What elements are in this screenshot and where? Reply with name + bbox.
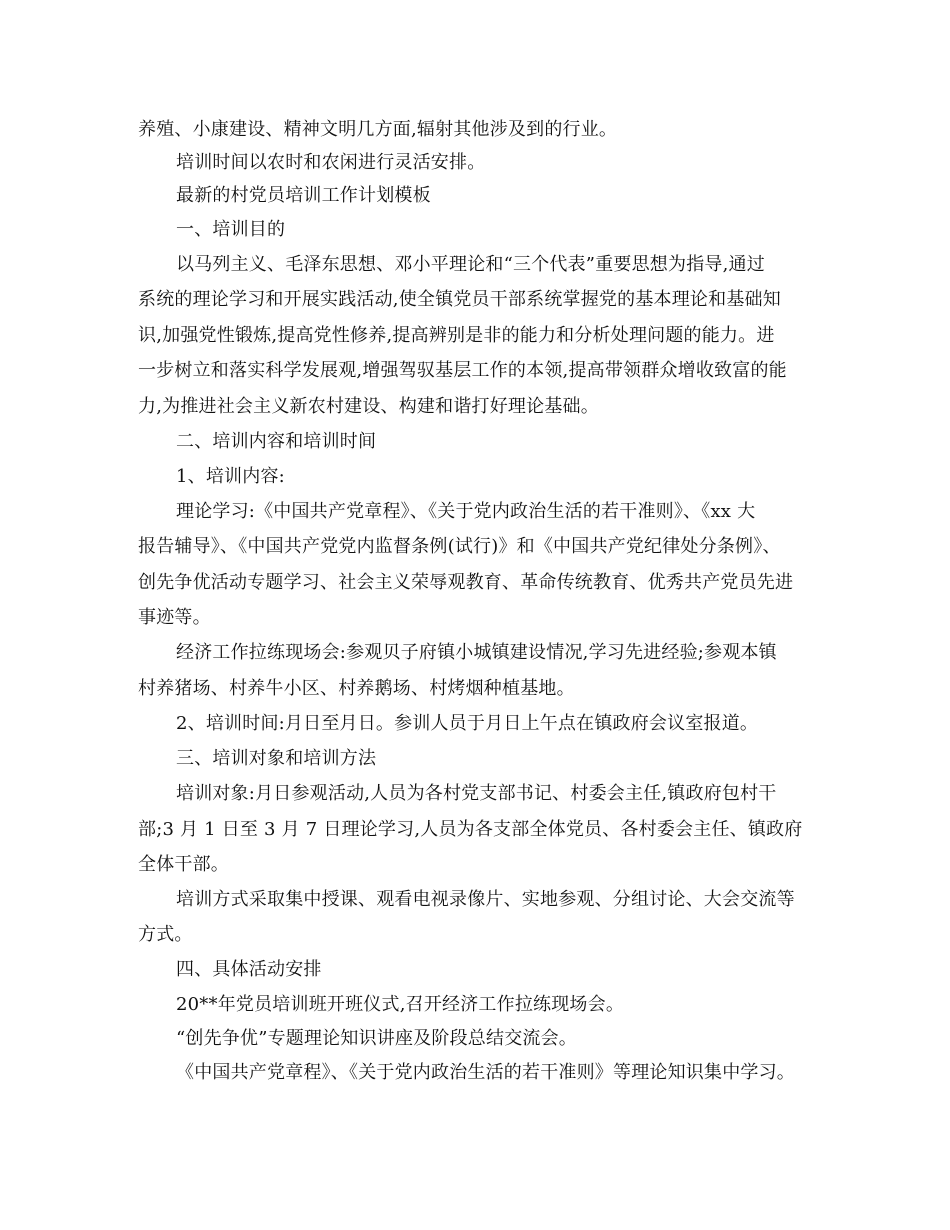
text-line: 以马列主义、毛泽东思想、邓小平理论和“三个代表”重要思想为指导,通过 xyxy=(176,254,765,275)
text-line: 力,为推进社会主义新农村建设、构建和谐打好理论基础。 xyxy=(138,396,599,417)
text-line: 事迹等。 xyxy=(138,607,211,628)
text-line: 培训对象:月日参观活动,人员为各村党支部书记、村委会主任,镇政府包村干 xyxy=(176,783,777,804)
text-line: 识,加强党性锻炼,提高党性修养,提高辨别是非的能力和分析处理问题的能力。进 xyxy=(138,325,775,346)
section-heading: 二、培训内容和培训时间 xyxy=(176,431,377,452)
text-line: 一步树立和落实科学发展观,增强驾驭基层工作的本领,提高带领群众增收致富的能 xyxy=(138,360,787,381)
text-line: 《中国共产党章程》、《关于党内政治生活的若干准则》等理论知识集中学习。 xyxy=(176,1062,795,1083)
text-line: 培训时间以农时和农闲进行灵活安排。 xyxy=(176,152,486,173)
text-line: 系统的理论学习和开展实践活动,使全镇党员干部系统掌握党的基本理论和基础知 xyxy=(138,289,781,310)
section-heading: 四、具体活动安排 xyxy=(176,959,322,980)
text-line: 20**年党员培训班开班仪式,召开经济工作拉练现场会。 xyxy=(176,994,625,1015)
text-line: 2、培训时间:月日至月日。参训人员于月日上午点在镇政府会议室报道。 xyxy=(176,713,759,734)
text-line: “创先争优”专题理论知识讲座及阶段总结交流会。 xyxy=(176,1028,578,1049)
text-line: 理论学习:《中国共产党章程》、《关于党内政治生活的若干准则》、《xx 大 xyxy=(176,501,756,522)
text-line: 创先争优活动专题学习、社会主义荣辱观教育、革命传统教育、优秀共产党员先进 xyxy=(138,572,794,593)
text-line: 全体干部。 xyxy=(138,854,229,875)
subsection-heading: 1、培训内容: xyxy=(176,466,285,487)
text-line: 经济工作拉练现场会:参观贝子府镇小城镇建设情况,学习先进经验;参观本镇 xyxy=(176,642,777,663)
text-line: 村养猪场、村养牛小区、村养鹅场、村烤烟种植基地。 xyxy=(138,678,575,699)
text-line: 养殖、小康建设、精神文明几方面,辐射其他涉及到的行业。 xyxy=(138,119,618,140)
text-line: 方式。 xyxy=(138,924,193,945)
section-heading: 一、培训目的 xyxy=(176,219,286,240)
text-line: 培训方式采取集中授课、观看电视录像片、实地参观、分组讨论、大会交流等 xyxy=(176,889,795,910)
section-heading: 三、培训对象和培训方法 xyxy=(176,748,377,769)
section-title: 最新的村党员培训工作计划模板 xyxy=(176,185,431,206)
text-line: 报告辅导》、《中国共产党党内监督条例(试行)》和《中国共产党纪律处分条例》、 xyxy=(138,536,781,557)
text-line: 部;3 月 1 日至 3 月 7 日理论学习,人员为各支部全体党员、各村委会主任、镇政府 xyxy=(138,819,803,840)
